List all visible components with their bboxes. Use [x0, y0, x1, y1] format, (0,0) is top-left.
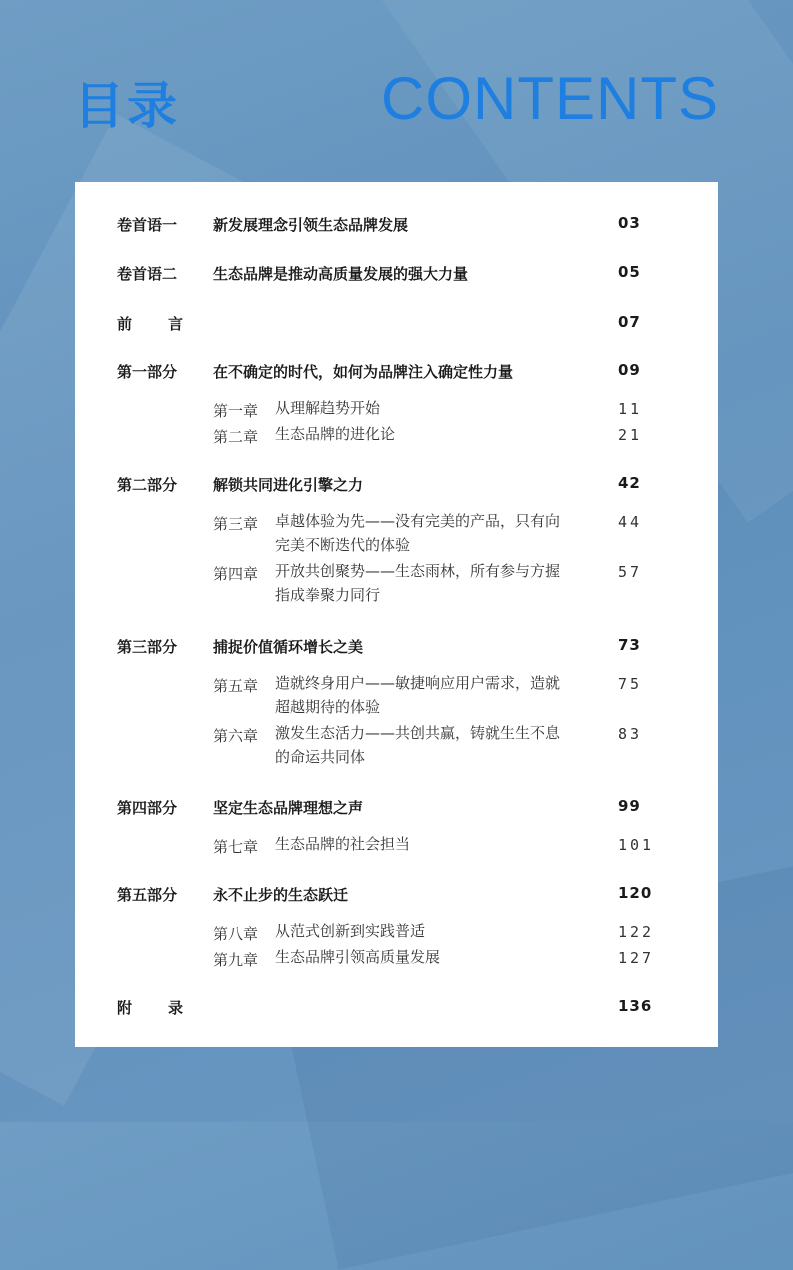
chapter-title [275, 559, 595, 607]
chapter-page: 11 [618, 400, 643, 418]
chapter-page: 101 [618, 836, 655, 854]
entry-label-char: 言 [167, 315, 183, 333]
chapter-title: 从理解趋势开始 [275, 399, 381, 417]
entry-label: 第三部分 [117, 638, 178, 656]
entry-label: 第四部分 [117, 799, 178, 817]
chapter-page: 127 [618, 949, 655, 967]
chapter-title-line: 造就终身用户——敏捷响应用户需求，造就 [275, 674, 561, 692]
chapter-page: 75 [618, 675, 643, 693]
toc-card [75, 182, 718, 1047]
chapter-title: 生态品牌的进化论 [275, 425, 396, 443]
entry-page: 136 [618, 997, 653, 1015]
chapter-title: 生态品牌的社会担当 [275, 835, 411, 853]
chapter-label: 第四章 [213, 565, 259, 583]
chapter-title: 从范式创新到实践普适 [275, 922, 426, 940]
chapter-title [275, 509, 595, 557]
entry-label [117, 313, 183, 334]
entry-label-char: 附 [117, 999, 133, 1017]
chapter-page: 44 [618, 513, 643, 531]
chapter-title-line: 指成拳聚力同行 [275, 586, 381, 604]
chapter-label: 第二章 [213, 428, 259, 446]
chapter-page: 21 [618, 426, 643, 444]
entry-title: 永不止步的生态跃迁 [213, 886, 349, 904]
entry-label: 第五部分 [117, 886, 178, 904]
entry-label-char: 前 [117, 315, 133, 333]
page-title-chinese: 目录 [74, 77, 180, 135]
entry-title: 捕捉价值循环增长之美 [213, 638, 364, 656]
entry-label [117, 997, 183, 1018]
entry-title: 坚定生态品牌理想之声 [213, 799, 364, 817]
chapter-label: 第八章 [213, 925, 259, 943]
entry-title: 新发展理念引领生态品牌发展 [213, 216, 409, 234]
entry-page: 99 [618, 797, 641, 815]
entry-label: 卷首语二 [117, 265, 178, 283]
chapter-title [275, 721, 595, 769]
chapter-title-line: 激发生态活力——共创共赢，铸就生生不息 [275, 724, 561, 742]
chapter-page: 122 [618, 923, 655, 941]
entry-title: 生态品牌是推动高质量发展的强大力量 [213, 265, 469, 283]
chapter-title-line: 卓越体验为先——没有完美的产品，只有向 [275, 512, 561, 530]
chapter-label: 第三章 [213, 515, 259, 533]
entry-page: 73 [618, 636, 641, 654]
chapter-title: 生态品牌引领高质量发展 [275, 948, 441, 966]
entry-page: 05 [618, 263, 641, 281]
chapter-label: 第七章 [213, 838, 259, 856]
entry-page: 09 [618, 361, 641, 379]
entry-label: 卷首语一 [117, 216, 178, 234]
chapter-label: 第九章 [213, 951, 259, 969]
entry-page: 42 [618, 474, 641, 492]
entry-page: 03 [618, 214, 641, 232]
page-title-english: CONTENTS [381, 65, 719, 132]
entry-page: 120 [618, 884, 653, 902]
chapter-title-line: 超越期待的体验 [275, 698, 381, 716]
entry-title: 在不确定的时代，如何为品牌注入确定性力量 [213, 363, 514, 381]
chapter-page: 83 [618, 725, 643, 743]
chapter-title [275, 671, 595, 719]
chapter-label: 第六章 [213, 727, 259, 745]
chapter-page: 57 [618, 563, 643, 581]
entry-page: 07 [618, 313, 641, 331]
entry-label: 第二部分 [117, 476, 178, 494]
chapter-title-line: 开放共创聚势——生态雨林，所有参与方握 [275, 562, 561, 580]
chapter-title-line: 完美不断迭代的体验 [275, 536, 411, 554]
entry-title: 解锁共同进化引擎之力 [213, 476, 364, 494]
entry-label: 第一部分 [117, 363, 178, 381]
entry-label-char: 录 [167, 999, 183, 1017]
chapter-label: 第一章 [213, 402, 259, 420]
chapter-label: 第五章 [213, 677, 259, 695]
chapter-title-line: 的命运共同体 [275, 748, 366, 766]
